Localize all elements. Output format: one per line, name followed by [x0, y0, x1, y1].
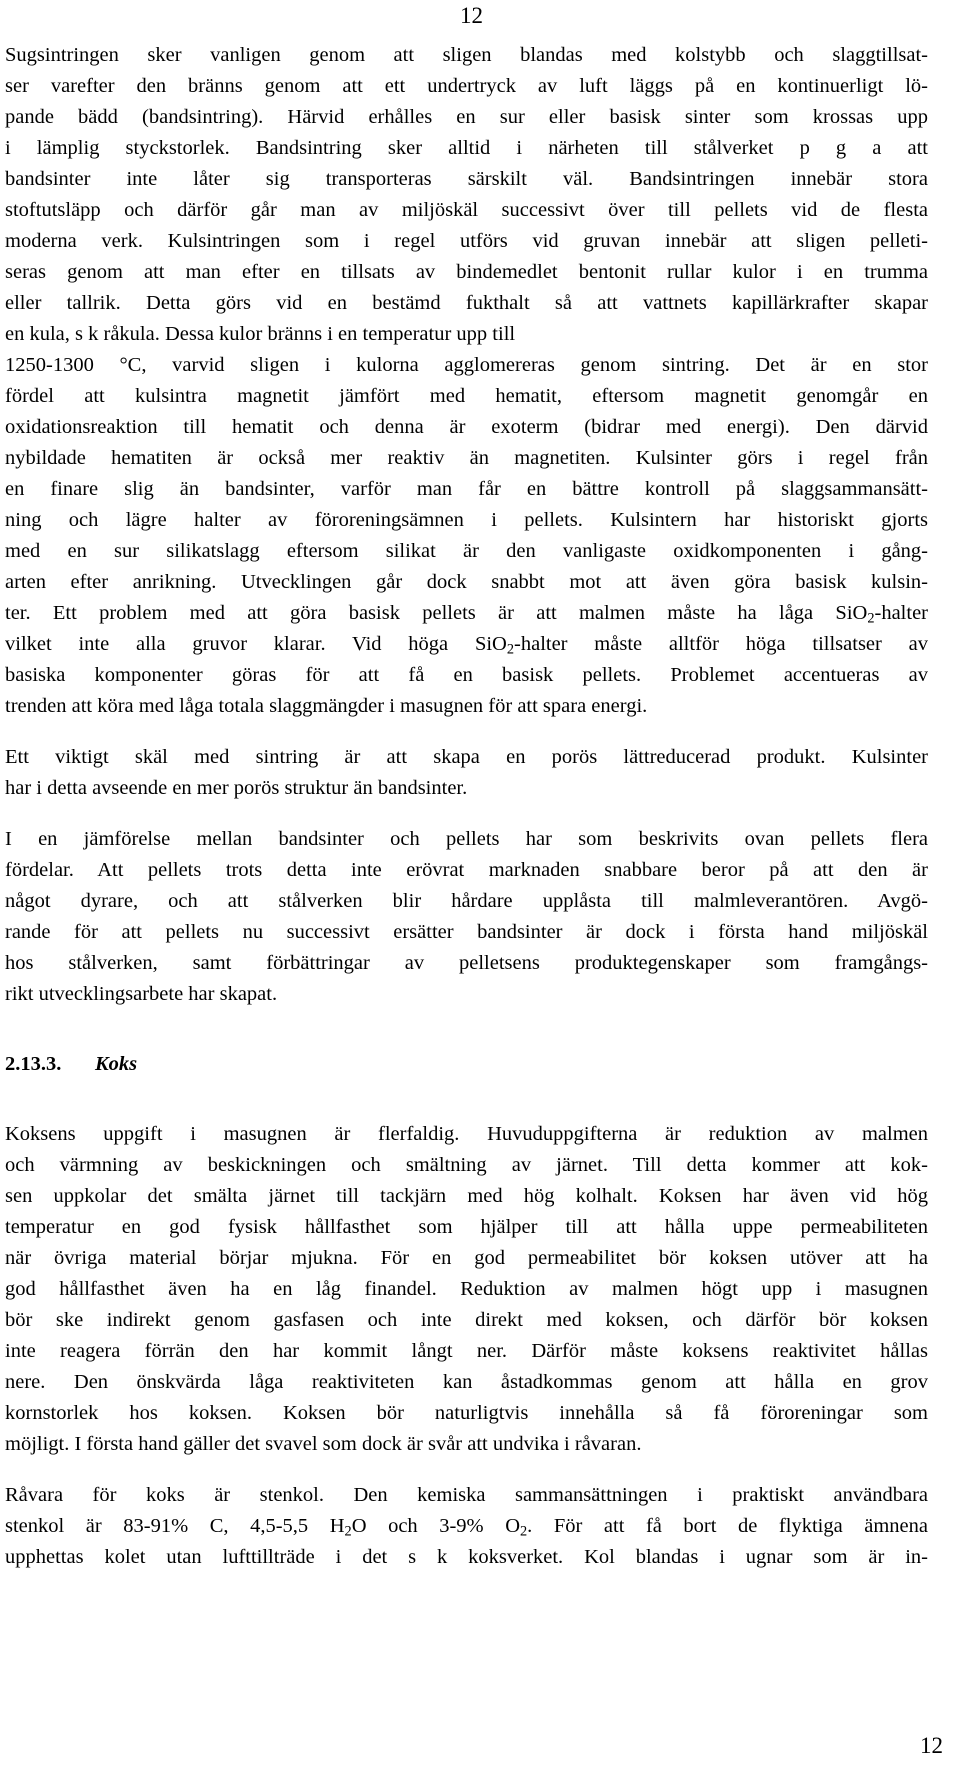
text-line: basiska komponenter göras för att få en basisk pellets. Problemet accentueras av [5, 664, 928, 686]
text-line: Sugsintringen sker vanligen genom att sligen blandas med kolstybb och slaggtillsat- [5, 44, 928, 66]
section-gap [5, 1080, 928, 1119]
text-line: nere. Den önskvärda låga reaktiviteten kan åstadkommas genom att hålla en grov [5, 1371, 928, 1393]
text-line: Koksens uppgift i masugnen är flerfaldig. Huvuduppgifterna är reduktion av malmen [5, 1123, 928, 1145]
text-line: rande för att pellets nu successivt ersätter bandsinter är dock i första hand miljöskäl [5, 921, 928, 943]
text-line [5, 1511, 928, 1542]
text-line: i lämplig styckstorlek. Bandsintring sker alltid i närheten till stålverket p g a att [5, 137, 928, 159]
text-line: pande bädd (bandsintring). Härvid erhålles en sur eller basisk sinter som krossas upp [5, 106, 928, 128]
text-line [5, 598, 928, 629]
text-line [5, 629, 928, 660]
page-number-bottom: 12 [920, 1733, 943, 1758]
text-line: fördelar. Att pellets trots detta inte erövrat marknaden snabbare beror på att den är [5, 859, 928, 881]
text-line: bör ske indirekt genom gasfasen och inte direkt med koksen, och därför bör koksen [5, 1309, 928, 1331]
text-line: temperatur en god fysisk hållfasthet som hjälper till att hålla uppe permeabiliteten [5, 1216, 928, 1238]
text-line: stoftutsläpp och därför går man av miljöskäl successivt över till pellets vid de flesta [5, 199, 928, 221]
text-line: oxidationsreaktion till hematit och denna är exoterm (bidrar med energi). Den därvid [5, 416, 928, 438]
text-line: fördel att kulsintra magnetit jämfört med hematit, eftersom magnetit genomgår en [5, 385, 928, 407]
text-line: seras genom att man efter en tillsats av bindemedlet bentonit rullar kulor i en trumma [5, 261, 928, 283]
paragraph-gap [5, 804, 928, 824]
text-fragment: -halter måste alltför höga tillsatser av [514, 633, 928, 655]
text-line: en finare slig än bandsinter, varför man får en bättre kontroll på slaggsammansätt- [5, 478, 928, 500]
page-number-top: 12 [460, 3, 483, 28]
text-line: något dyrare, och att stålverken blir hårdare upplåsta till malmleverantören. Avgö- [5, 890, 928, 912]
text-line: rikt utvecklingsarbete har skapat. [5, 983, 278, 1005]
section-number: 2.13.3. [5, 1053, 62, 1075]
text-fragment: vilket inte alla gruvor klarar. Vid höga SiO [5, 633, 507, 655]
text-line: nybildade hematiten är också mer reaktiv än magnetiten. Kulsinter görs i regel från [5, 447, 928, 469]
text-line: eller tallrik. Detta görs vid en bestämd fukthalt så att vattnets kapillärkrafter skapar [5, 292, 928, 314]
subscript: 2 [506, 641, 515, 658]
subscript: 2 [867, 610, 875, 627]
text-line: med en sur silikatslagg eftersom silikat är den vanligaste oxidkomponenten i gång- [5, 540, 928, 562]
text-line: Ett viktigt skäl med sintring är att skapa en porös lättreducerad produkt. Kulsinter [5, 746, 928, 768]
paragraph-porosity [5, 742, 928, 804]
text-line: möjligt. I första hand gäller det svavel som dock är svår att undvika i råvaran. [5, 1433, 642, 1455]
text-line: moderna verk. Kulsintringen som i regel utförs vid gruvan innebär att sligen pelleti- [5, 230, 928, 252]
text-fragment: -halter [874, 602, 928, 624]
text-line: sen uppkolar det smälta järnet till tackjärn med hög kolhalt. Koksen har även vid hög [5, 1185, 928, 1207]
paragraph-gap [5, 1460, 928, 1480]
paragraph-coke-role [5, 1119, 928, 1460]
paragraph-comparison [5, 824, 928, 1010]
text-line: har i detta avseende en mer porös struktur än bandsinter. [5, 777, 468, 799]
text-line: upphettas kolet utan lufttillträde i det s k koksverket. Kol blandas i ugnar som är in- [5, 1546, 928, 1568]
text-fragment: stenkol är 83-91% C, 4,5-5,5 H [5, 1515, 345, 1537]
text-fragment: ter. Ett problem med att göra basisk pellets är att malmen måste ha låga SiO [5, 602, 868, 624]
text-line: ser varefter den bränns genom att ett undertryck av luft läggs på en kontinuerligt lö- [5, 75, 928, 97]
text-line: god hållfasthet även ha en låg finandel. Reduktion av malmen högt upp i masugnen [5, 1278, 928, 1300]
subscript: 2 [344, 1523, 352, 1540]
section-gap [5, 1010, 928, 1049]
text-line: arten efter anrikning. Utvecklingen går dock snabbt mot att även göra basisk kulsin- [5, 571, 928, 593]
text-line: kornstorlek hos koksen. Koksen bör naturligtvis innehålla så få föroreningar som [5, 1402, 928, 1424]
text-line: ning och lägre halter av föroreningsämnen i pellets. Kulsintern har historiskt gjorts [5, 509, 928, 531]
paragraph-sintering [5, 40, 928, 722]
text-line: 1250-1300 °C, varvid sligen i kulorna agglomereras genom sintring. Det är en stor [5, 354, 928, 376]
paragraph-gap [5, 722, 928, 742]
section-title: Koks [95, 1053, 138, 1075]
text-fragment: O och 3-9% O [351, 1515, 520, 1537]
text-line: trenden att köra med låga totala slaggmängder i masugnen för att spara energi. [5, 695, 648, 717]
text-line: en kula, s k råkula. Dessa kulor bränns i en temperatur upp till [5, 323, 516, 345]
document-body [5, 40, 928, 1573]
text-line: I en jämförelse mellan bandsinter och pellets har som beskrivits ovan pellets flera [5, 828, 928, 850]
text-line: hos stålverken, samt förbättringar av pelletsens produktegenskaper som framgångs- [5, 952, 928, 974]
text-fragment: . För att få bort de flyktiga ämnena [527, 1515, 928, 1537]
text-line: när övriga material börjar mjukna. För en god permeabilitet bör koksen utöver att ha [5, 1247, 928, 1269]
section-heading [5, 1049, 928, 1080]
text-line: Råvara för koks är stenkol. Den kemiska sammansättningen i praktiskt användbara [5, 1484, 928, 1506]
paragraph-coal [5, 1480, 928, 1573]
subscript: 2 [520, 1523, 528, 1540]
text-line: och värmning av beskickningen och smältning av järnet. Till detta kommer att kok- [5, 1154, 928, 1176]
text-line: bandsinter inte låter sig transporteras särskilt väl. Bandsintringen innebär stora [5, 168, 928, 190]
text-line: inte reagera förrän den har kommit långt ner. Därför måste koksens reaktivitet hållas [5, 1340, 928, 1362]
